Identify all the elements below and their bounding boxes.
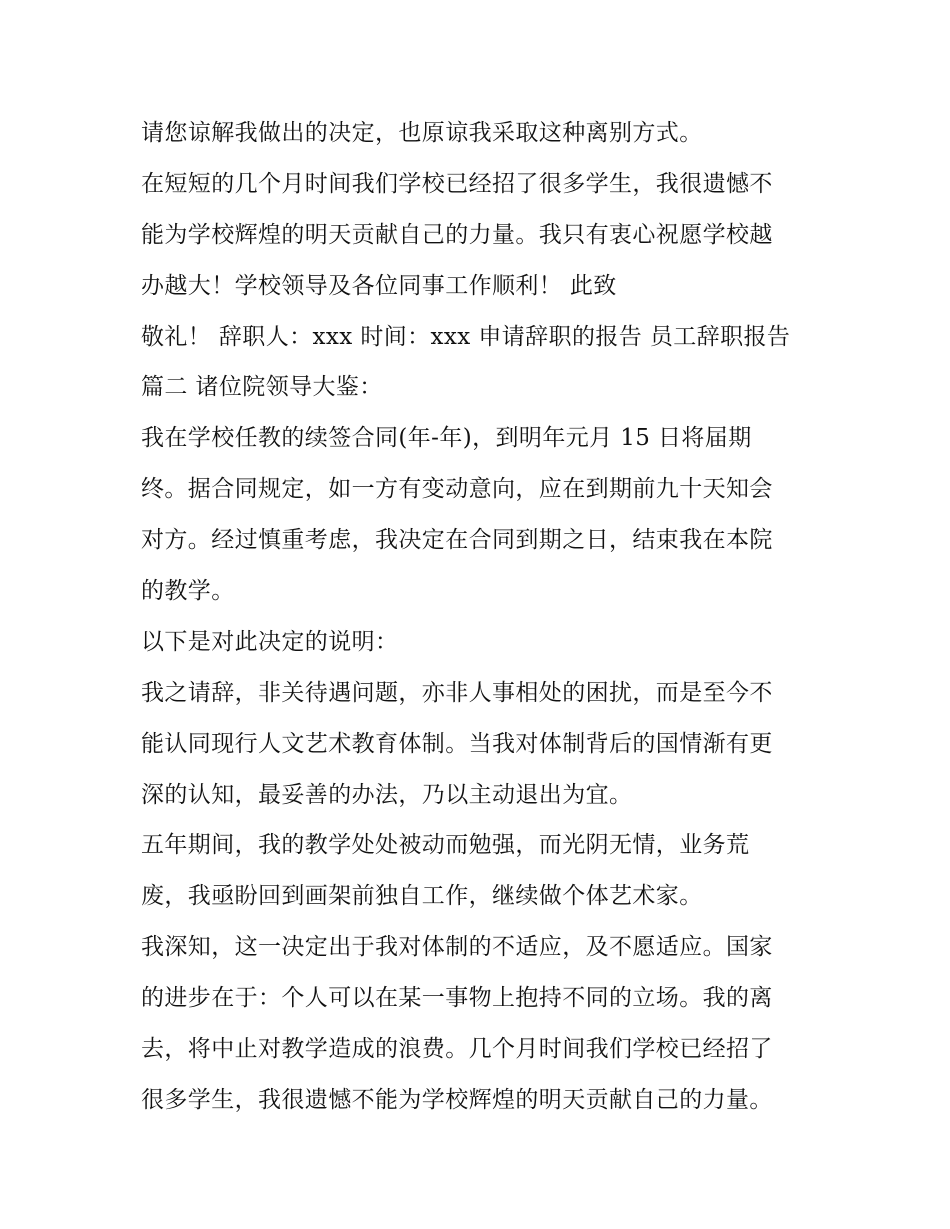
text-line-13: 能认同现行人文艺术教育体制。当我对体制背后的国情渐有更: [141, 730, 773, 757]
text-line-20: 很多学生，我很遗憾不能为学校辉煌的明天贡献自己的力量。: [141, 1086, 773, 1113]
text-line-16: 废，我亟盼回到画架前独自工作，继续做个体艺术家。: [141, 883, 703, 910]
text-line-2: 在短短的几个月时间我们学校已经招了很多学生，我很遗憾不: [141, 170, 773, 197]
text-line-5: 敬礼！ 辞职人：xxx 时间：xxx 申请辞职的报告 员工辞职报告: [141, 323, 791, 350]
text-line-11: 以下是对此决定的说明：: [141, 628, 399, 655]
text-line-17: 我深知，这一决定出于我对体制的不适应，及不愿适应。国家: [141, 934, 773, 961]
text-line-6: 篇二 诸位院领导大鉴：: [141, 374, 383, 401]
text-line-18: 的进步在于：个人可以在某一事物上抱持不同的立场。我的离: [141, 985, 773, 1012]
text-line-9: 对方。经过慎重考虑，我决定在合同到期之日，结束我在本院: [141, 527, 773, 554]
text-line-4: 办越大！学校领导及各位同事工作顺利！ 此致: [141, 272, 617, 299]
text-line-12: 我之请辞，非关待遇问题，亦非人事相处的困扰，而是至今不: [141, 679, 773, 706]
text-line-3: 能为学校辉煌的明天贡献自己的力量。我只有衷心祝愿学校越: [141, 221, 773, 248]
text-line-10: 的教学。: [141, 578, 235, 605]
text-line-19: 去，将中止对教学造成的浪费。几个月时间我们学校已经招了: [141, 1036, 773, 1063]
text-line-8: 终。据合同规定，如一方有变动意向，应在到期前九十天知会: [141, 476, 773, 503]
text-line-15: 五年期间，我的教学处处被动而勉强，而光阴无情，业务荒: [141, 832, 750, 859]
text-line-14: 深的认知，最妥善的办法，乃以主动退出为宜。: [141, 781, 633, 808]
document-body: [141, 108, 831, 1126]
text-line-1: 请您谅解我做出的决定，也原谅我采取这种离别方式。: [141, 120, 703, 146]
text-line-7: 我在学校任教的续签合同(年-年)，到明年元月 15 日将届期: [141, 425, 752, 452]
